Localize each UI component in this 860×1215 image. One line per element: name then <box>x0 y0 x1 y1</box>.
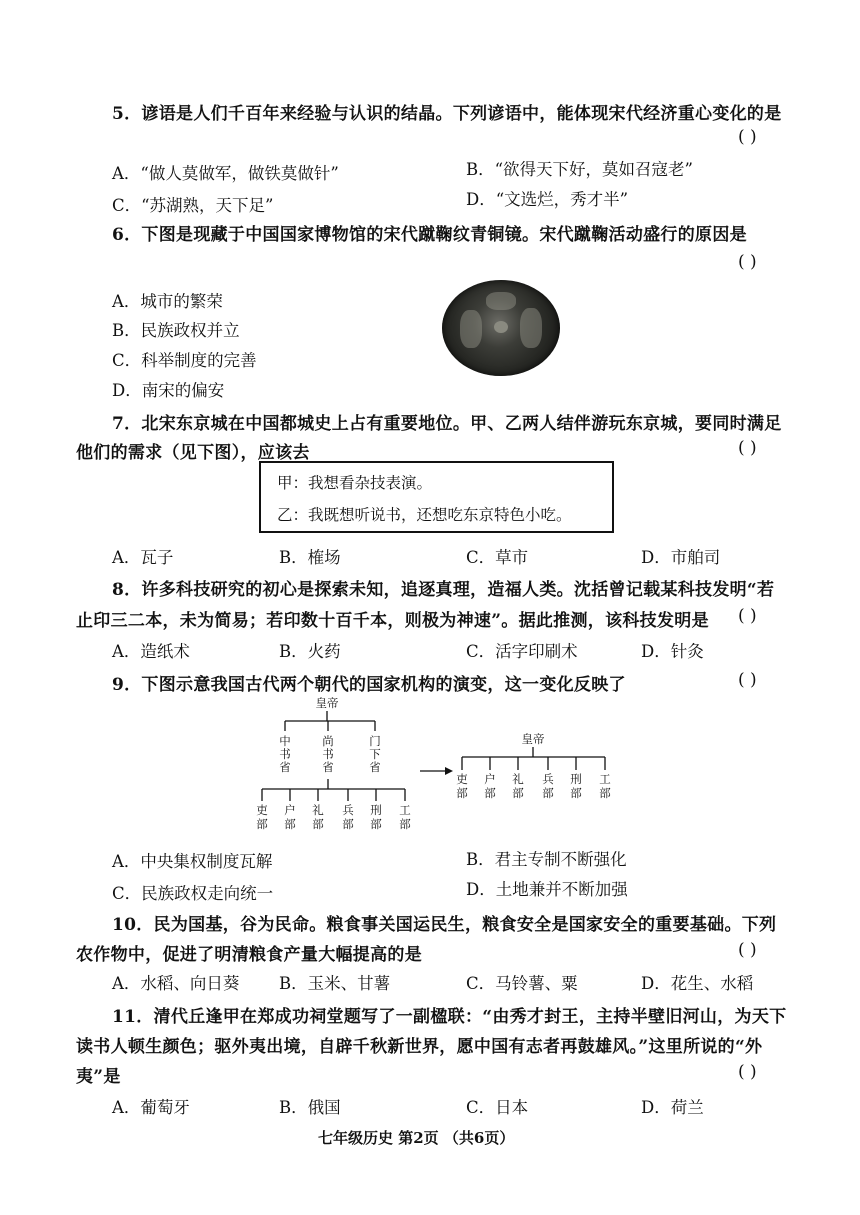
option-d: D．土地兼并不断加强 <box>466 880 628 899</box>
need-yi: 乙：我既想听说书，还想吃东京特色小吃。 <box>277 506 572 524</box>
option-c: C．“苏湖熟，天下足” <box>112 196 274 215</box>
diagram-province: 尚书省 <box>322 734 334 774</box>
answer-paren: ( ) <box>738 438 757 458</box>
diagram-ministry-right: 礼部 <box>512 772 524 800</box>
question-6-stem: 6．下图是现藏于中国国家博物馆的宋代蹴鞠纹青铜镜。宋代蹴鞠活动盛行的原因是 <box>112 225 747 245</box>
government-structure-diagram <box>240 695 640 840</box>
option-d: D．市舶司 <box>641 548 721 567</box>
need-jia: 甲：我想看杂技表演。 <box>277 474 433 492</box>
bronze-mirror-image <box>442 280 560 376</box>
option-d: D．南宋的偏安 <box>112 381 225 400</box>
diagram-ministry-right: 吏部 <box>456 772 468 800</box>
diagram-ministry-right: 刑部 <box>570 772 582 800</box>
question-7-stem-cont: 他们的需求（见下图），应该去 <box>76 443 310 463</box>
option-b: B．榷场 <box>279 548 341 567</box>
question-10-stem: 10．民为国基，谷为民命。粮食事关国运民生，粮食安全是国家安全的重要基础。下列 <box>112 915 777 935</box>
option-b: B．俄国 <box>279 1098 341 1117</box>
diagram-ministry-left: 户部 <box>284 803 296 831</box>
answer-paren: ( ) <box>738 1062 757 1082</box>
diagram-ministry-left: 吏部 <box>256 803 268 831</box>
answer-paren: ( ) <box>738 670 757 690</box>
answer-paren: ( ) <box>738 127 757 147</box>
needs-box <box>259 461 614 533</box>
option-b: B．火药 <box>279 642 341 661</box>
diagram-ministry-left: 兵部 <box>342 803 354 831</box>
option-d: D．荷兰 <box>641 1098 704 1117</box>
diagram-ministry-right: 户部 <box>484 772 496 800</box>
diagram-emperor-left: 皇帝 <box>315 696 339 710</box>
option-a: A．瓦子 <box>112 548 174 567</box>
option-a: A．葡萄牙 <box>112 1098 190 1117</box>
diagram-ministry-left: 工部 <box>399 803 411 831</box>
option-d: D．“文选烂，秀才半” <box>466 190 629 209</box>
diagram-ministry-right: 兵部 <box>542 772 554 800</box>
arrow-right-icon <box>445 767 453 775</box>
answer-paren: ( ) <box>738 252 757 272</box>
question-10-stem-cont: 农作物中，促进了明清粮食产量大幅提高的是 <box>76 945 422 965</box>
option-a: A．造纸术 <box>112 642 190 661</box>
answer-paren: ( ) <box>738 606 757 626</box>
diagram-emperor-right: 皇帝 <box>521 732 545 746</box>
option-a: A．城市的繁荣 <box>112 292 223 311</box>
option-c: C．马铃薯、粟 <box>466 974 578 993</box>
option-b: B．“欲得天下好，莫如召寇老” <box>466 160 693 179</box>
diagram-ministry-left: 礼部 <box>312 803 324 831</box>
question-5-stem: 5．谚语是人们千百年来经验与认识的结晶。下列谚语中，能体现宋代经济重心变化的是 <box>112 104 782 124</box>
question-8-stem-cont: 止印三二本，未为简易；若印数十百千本，则极为神速”。据此推测，该科技发明是 <box>76 611 709 631</box>
option-d: D．花生、水稻 <box>641 974 754 993</box>
question-8-stem: 8．许多科技研究的初心是探索未知，追逐真理，造福人类。沈括曾记载某科技发明“若 <box>112 580 775 600</box>
option-b: B．君主专制不断强化 <box>466 850 627 869</box>
option-c: C．日本 <box>466 1098 529 1117</box>
diagram-province: 门下省 <box>369 734 381 774</box>
question-7-stem: 7．北宋东京城在中国都城史上占有重要地位。甲、乙两人结伴游玩东京城，要同时满足 <box>112 414 782 434</box>
option-c: C．科举制度的完善 <box>112 351 257 370</box>
question-11-stem-cont: 读书人顿生颜色；驱外夷出境，自辟千秋新世界，愿中国有志者再鼓雄风。”这里所说的“外 <box>76 1037 763 1057</box>
question-11-stem-cont2: 夷”是 <box>76 1067 121 1087</box>
question-9-stem: 9．下图示意我国古代两个朝代的国家机构的演变，这一变化反映了 <box>112 675 626 695</box>
option-c: C．草市 <box>466 548 529 567</box>
option-a: A．中央集权制度瓦解 <box>112 852 273 871</box>
diagram-ministry-left: 刑部 <box>370 803 382 831</box>
diagram-ministry-right: 工部 <box>599 772 611 800</box>
diagram-province: 中书省 <box>279 734 291 774</box>
option-b: B．玉米、甘薯 <box>279 974 391 993</box>
option-d: D．针灸 <box>641 642 704 661</box>
question-11-stem: 11．清代丘逢甲在郑成功祠堂题写了一副楹联：“由秀才封王，主持半壁旧河山，为天下 <box>112 1007 787 1027</box>
option-c: C．民族政权走向统一 <box>112 884 274 903</box>
option-a: A．水稻、向日葵 <box>112 974 240 993</box>
option-b: B．民族政权并立 <box>112 321 240 340</box>
answer-paren: ( ) <box>738 940 757 960</box>
option-c: C．活字印刷术 <box>466 642 578 661</box>
page-footer: 七年级历史 第2页 （共6页） <box>318 1129 515 1147</box>
option-a: A．“做人莫做军，做铁莫做针” <box>112 164 339 183</box>
